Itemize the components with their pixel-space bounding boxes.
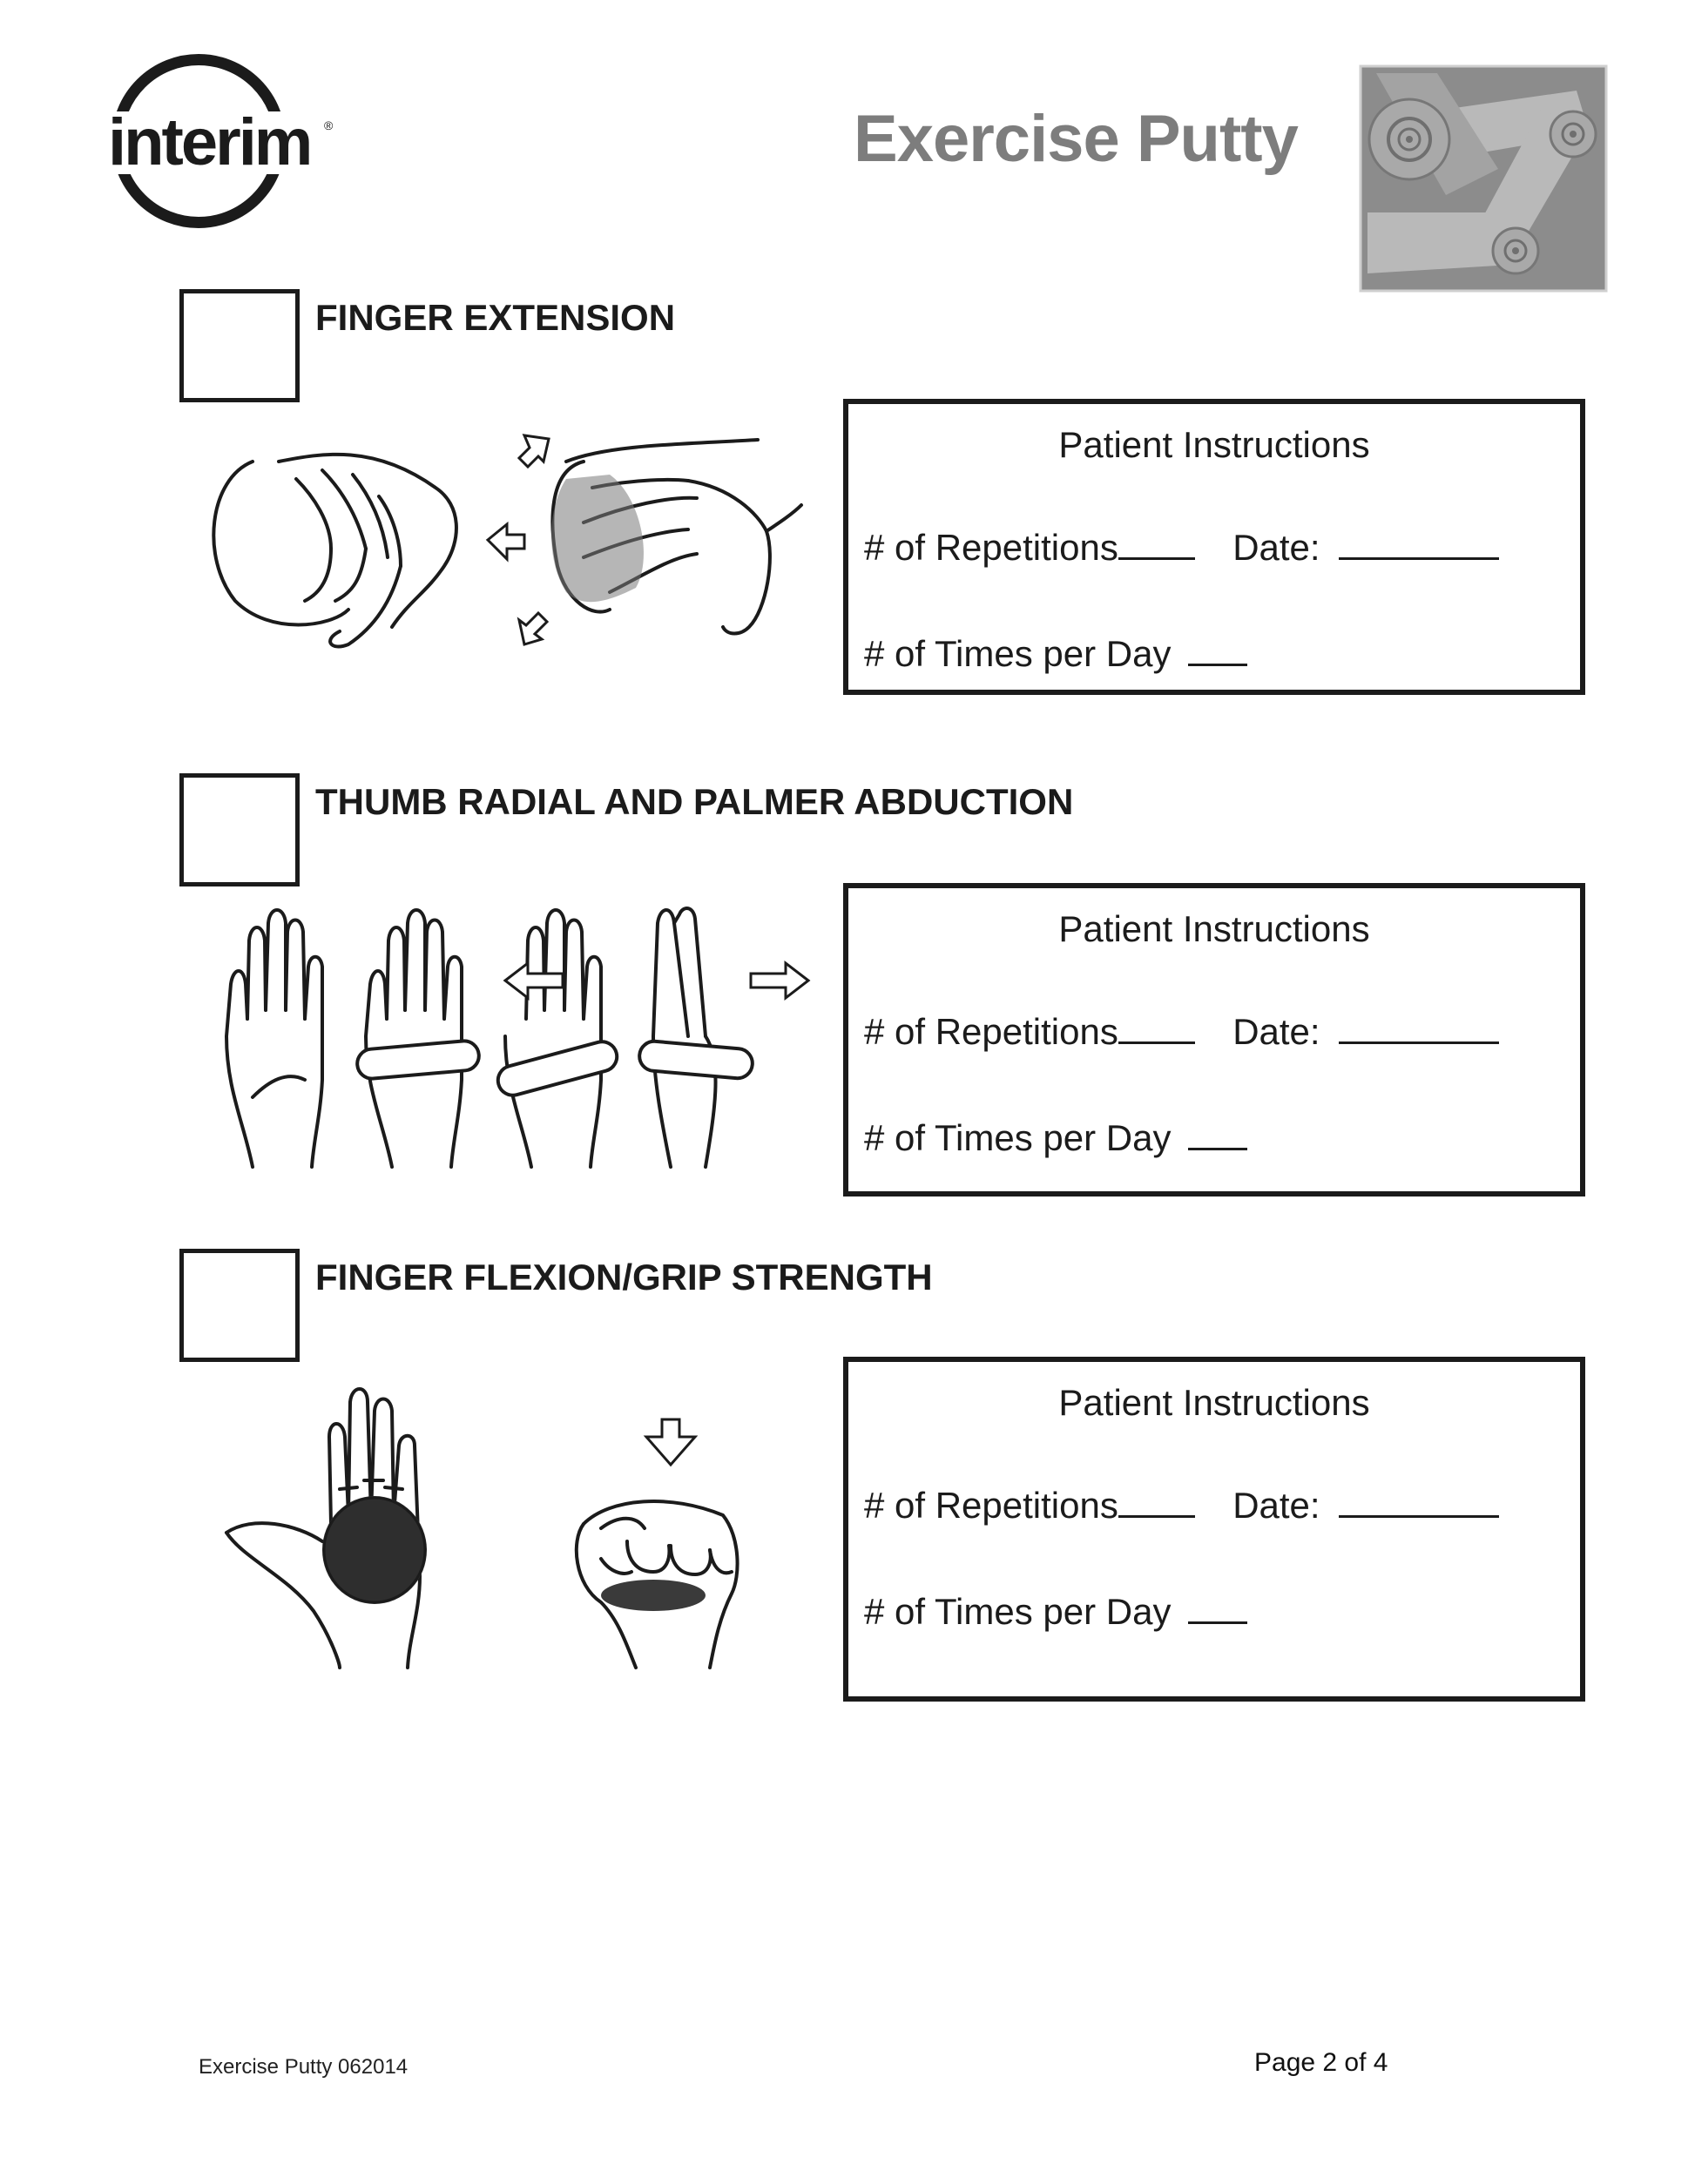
instructions-title: Patient Instructions <box>1058 424 1370 465</box>
brand-artwork-image <box>1359 64 1608 293</box>
finger-flexion-checkbox[interactable] <box>179 1249 300 1362</box>
repetitions-row <box>864 1010 1499 1054</box>
times-per-day-row <box>864 1590 1247 1634</box>
finger-flexion-illustration <box>218 1385 758 1672</box>
repetitions-row <box>864 1484 1499 1527</box>
date-label: Date: <box>1232 1485 1320 1526</box>
times-per-day-blank[interactable] <box>1188 1118 1247 1150</box>
date-label: Date: <box>1232 1011 1320 1052</box>
document-title: Exercise Putty <box>854 102 1298 176</box>
finger-extension-checkbox[interactable] <box>179 289 300 402</box>
date-blank[interactable] <box>1339 1012 1499 1044</box>
finger-flexion-instructions-box <box>843 1357 1585 1702</box>
repetitions-blank[interactable] <box>1118 528 1195 560</box>
thumb-abduction-illustration <box>218 906 819 1176</box>
footer-document-code: Exercise Putty 062014 <box>199 2055 409 2079</box>
times-per-day-row <box>864 632 1247 676</box>
thumb-abduction-heading: THUMB RADIAL AND PALMER ABDUCTION <box>315 781 1074 822</box>
times-per-day-row <box>864 1116 1247 1160</box>
times-per-day-label: # of Times per Day <box>864 1117 1172 1158</box>
finger-flexion-heading: FINGER FLEXION/GRIP STRENGTH <box>315 1257 933 1298</box>
interim-logo <box>103 54 338 228</box>
logo-wordmark: interim <box>108 105 311 179</box>
repetitions-blank[interactable] <box>1118 1012 1195 1044</box>
instructions-title: Patient Instructions <box>1058 1382 1370 1423</box>
thumb-abduction-checkbox[interactable] <box>179 773 300 886</box>
date-blank[interactable] <box>1339 1486 1499 1518</box>
finger-extension-illustration <box>200 427 827 671</box>
times-per-day-blank[interactable] <box>1188 634 1247 666</box>
repetitions-row <box>864 526 1499 570</box>
instructions-title: Patient Instructions <box>1058 908 1370 949</box>
thumb-abduction-instructions-box <box>843 883 1585 1196</box>
repetitions-label: # of Repetitions <box>864 527 1118 568</box>
times-per-day-blank[interactable] <box>1188 1592 1247 1624</box>
date-label: Date: <box>1232 527 1320 568</box>
times-per-day-label: # of Times per Day <box>864 633 1172 674</box>
footer-page-number: Page 2 of 4 <box>1254 2048 1388 2077</box>
repetitions-label: # of Repetitions <box>864 1485 1118 1526</box>
times-per-day-label: # of Times per Day <box>864 1591 1172 1632</box>
finger-extension-heading: FINGER EXTENSION <box>315 297 676 338</box>
date-blank[interactable] <box>1339 528 1499 560</box>
repetitions-label: # of Repetitions <box>864 1011 1118 1052</box>
logo-registered-mark: ® <box>324 118 334 132</box>
repetitions-blank[interactable] <box>1118 1486 1195 1518</box>
finger-extension-instructions-box <box>843 399 1585 695</box>
